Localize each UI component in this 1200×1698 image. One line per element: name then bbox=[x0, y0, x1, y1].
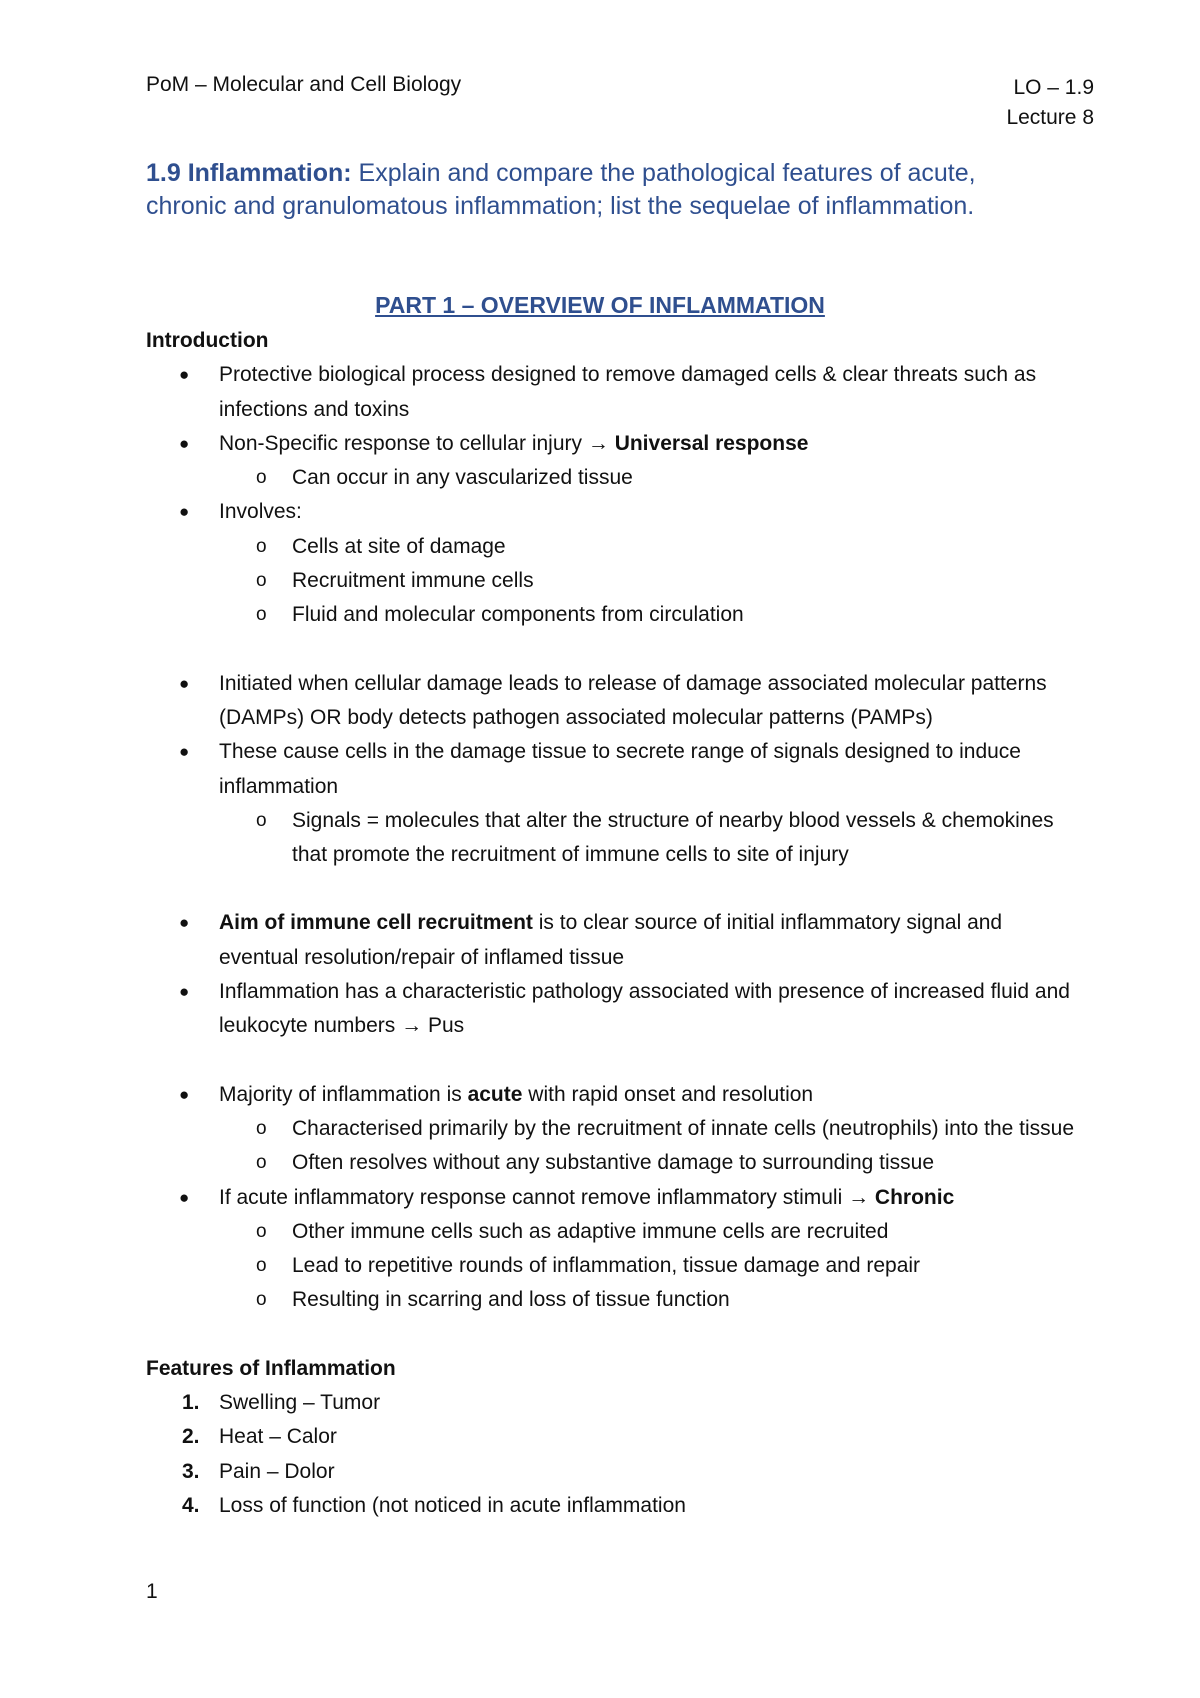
list-item bbox=[146, 427, 1076, 461]
list-item-text: Lead to repetitive rounds of inflammation, tissue damage and repair bbox=[292, 1254, 921, 1278]
sub-list-item bbox=[146, 530, 1076, 564]
item-number: 2. bbox=[182, 1425, 200, 1449]
sub-list-item bbox=[146, 1283, 1076, 1317]
arrow-icon: → bbox=[401, 1014, 428, 1038]
numbered-item bbox=[146, 1489, 1076, 1523]
spacer bbox=[146, 872, 1076, 906]
bullet-icon: ● bbox=[179, 502, 190, 522]
spacer bbox=[146, 633, 1076, 667]
sub-bullet-icon: o bbox=[256, 535, 267, 557]
list-item-text: Non-Specific response to cellular injury bbox=[219, 431, 588, 455]
sub-list-item bbox=[146, 1112, 1076, 1146]
list-item-text: Recruitment immune cells bbox=[292, 569, 534, 593]
list-item-text: Inflammation has a characteristic pathology associated with presence of increased fluid and leukocyte numbers bbox=[219, 980, 1070, 1038]
list-item-text: Characterised primarily by the recruitment of innate cells (neutrophils) into the tissue bbox=[292, 1116, 1075, 1140]
list-item-bold: Chronic bbox=[874, 1185, 955, 1209]
numbered-item bbox=[146, 1420, 1076, 1454]
page-number: 1 bbox=[146, 1580, 158, 1603]
bullet-icon: ● bbox=[179, 1084, 190, 1104]
list-item-text: Majority of inflammation is bbox=[219, 1082, 468, 1106]
features-list bbox=[146, 1386, 1076, 1523]
list-item-text: Often resolves without any substantive damage to surrounding tissue bbox=[292, 1151, 935, 1175]
list-item bbox=[146, 906, 1076, 975]
item-text: Loss of function (not noticed in acute inflammation bbox=[219, 1493, 686, 1517]
arrow-icon: → bbox=[587, 431, 615, 455]
section-heading-features: Features of Inflammation bbox=[146, 1356, 396, 1380]
objective-text: Explain and compare the pathological features of acute, chronic and granulomatous inflammation; list the sequelae of inflammation. bbox=[146, 159, 976, 220]
header-course: PoM – Molecular and Cell Biology bbox=[146, 73, 462, 96]
list-item-bold: Aim of immune cell recruitment bbox=[219, 911, 533, 935]
list-item-bold: acute bbox=[467, 1082, 523, 1106]
numbered-item bbox=[146, 1455, 1076, 1489]
list-item-text: Can occur in any vascularized tissue bbox=[292, 466, 633, 490]
intro-list-2 bbox=[146, 667, 1076, 873]
header-right bbox=[1006, 73, 1094, 133]
sub-list-item bbox=[146, 461, 1076, 495]
list-item-text: Resulting in scarring and loss of tissue function bbox=[292, 1288, 730, 1312]
intro-list-3 bbox=[146, 906, 1076, 1043]
sub-list-item bbox=[146, 1249, 1076, 1283]
list-item-text: Other immune cells such as adaptive immune cells are recruited bbox=[292, 1219, 889, 1243]
bullet-icon: ● bbox=[179, 982, 190, 1002]
sub-list-item bbox=[146, 1146, 1076, 1180]
list-item-text: Cells at site of damage bbox=[292, 534, 506, 558]
list-item-text: These cause cells in the damage tissue to secrete range of signals designed to induce inflammation bbox=[219, 740, 1021, 798]
sub-bullet-icon: o bbox=[256, 1255, 267, 1277]
sub-bullet-icon: o bbox=[256, 809, 267, 831]
item-number: 3. bbox=[182, 1459, 200, 1483]
sub-list-item bbox=[146, 1215, 1076, 1249]
sub-bullet-icon: o bbox=[256, 1220, 267, 1242]
item-text: Swelling – Tumor bbox=[219, 1391, 381, 1415]
sub-list-item bbox=[146, 804, 1076, 873]
numbered-item bbox=[146, 1386, 1076, 1420]
bullet-icon: ● bbox=[179, 742, 190, 762]
spacer bbox=[146, 1044, 1076, 1078]
part-title: PART 1 – OVERVIEW OF INFLAMMATION bbox=[375, 292, 825, 318]
arrow-icon: → bbox=[848, 1185, 875, 1209]
intro-list-4 bbox=[146, 1078, 1076, 1318]
intro-list bbox=[146, 358, 1076, 632]
item-text: Pain – Dolor bbox=[219, 1459, 335, 1483]
list-item bbox=[146, 495, 1076, 529]
list-item bbox=[146, 667, 1076, 736]
item-number: 4. bbox=[182, 1493, 200, 1517]
sub-list-item bbox=[146, 598, 1076, 632]
sub-bullet-icon: o bbox=[256, 1152, 267, 1174]
header-lo: LO – 1.9 bbox=[1013, 76, 1094, 99]
sub-bullet-icon: o bbox=[256, 570, 267, 592]
list-item-text: Protective biological process designed to remove damaged cells & clear threats such as infections and toxins bbox=[219, 363, 1037, 421]
bullet-icon: ● bbox=[179, 673, 190, 693]
item-text: Heat – Calor bbox=[219, 1425, 337, 1449]
sub-list-item bbox=[146, 564, 1076, 598]
sub-bullet-icon: o bbox=[256, 467, 267, 489]
bullet-icon: ● bbox=[179, 913, 190, 933]
spacer bbox=[146, 1318, 1076, 1352]
list-item-text: with rapid onset and resolution bbox=[522, 1082, 814, 1106]
list-item-text: Initiated when cellular damage leads to release of damage associated molecular patterns (DAMPs) OR body detects pathogen associated molecular patterns (PAMPs) bbox=[219, 671, 1047, 729]
bullet-icon: ● bbox=[179, 433, 190, 453]
list-item-text: If acute inflammatory response cannot remove inflammatory stimuli bbox=[219, 1185, 849, 1209]
list-item bbox=[146, 358, 1076, 427]
item-number: 1. bbox=[182, 1391, 200, 1415]
list-item-text: Pus bbox=[427, 1014, 465, 1038]
bullet-icon: ● bbox=[179, 1187, 190, 1207]
objective-number: 1.9 Inflammation: bbox=[146, 159, 352, 187]
list-item-text: Involves: bbox=[219, 500, 302, 524]
learning-objective bbox=[146, 157, 1046, 223]
list-item bbox=[146, 975, 1076, 1044]
list-item-text: is to clear source of initial inflammatory signal and eventual resolution/repair of inflamed tissue bbox=[219, 911, 1003, 969]
sub-bullet-icon: o bbox=[256, 604, 267, 626]
list-item-text: Signals = molecules that alter the structure of nearby blood vessels & chemokines that promote the recruitment of immune cells to site of injury bbox=[292, 808, 1054, 867]
list-item-text: Fluid and molecular components from circulation bbox=[292, 603, 744, 627]
main-content bbox=[146, 324, 1076, 1523]
list-item bbox=[146, 735, 1076, 804]
list-item bbox=[146, 1078, 1076, 1112]
header-lecture: Lecture 8 bbox=[1006, 106, 1094, 129]
sub-bullet-icon: o bbox=[256, 1289, 267, 1311]
bullet-icon: ● bbox=[179, 365, 190, 385]
sub-bullet-icon: o bbox=[256, 1117, 267, 1139]
list-item bbox=[146, 1181, 1076, 1215]
list-item-bold: Universal response bbox=[614, 431, 809, 455]
section-heading-introduction: Introduction bbox=[146, 329, 269, 352]
